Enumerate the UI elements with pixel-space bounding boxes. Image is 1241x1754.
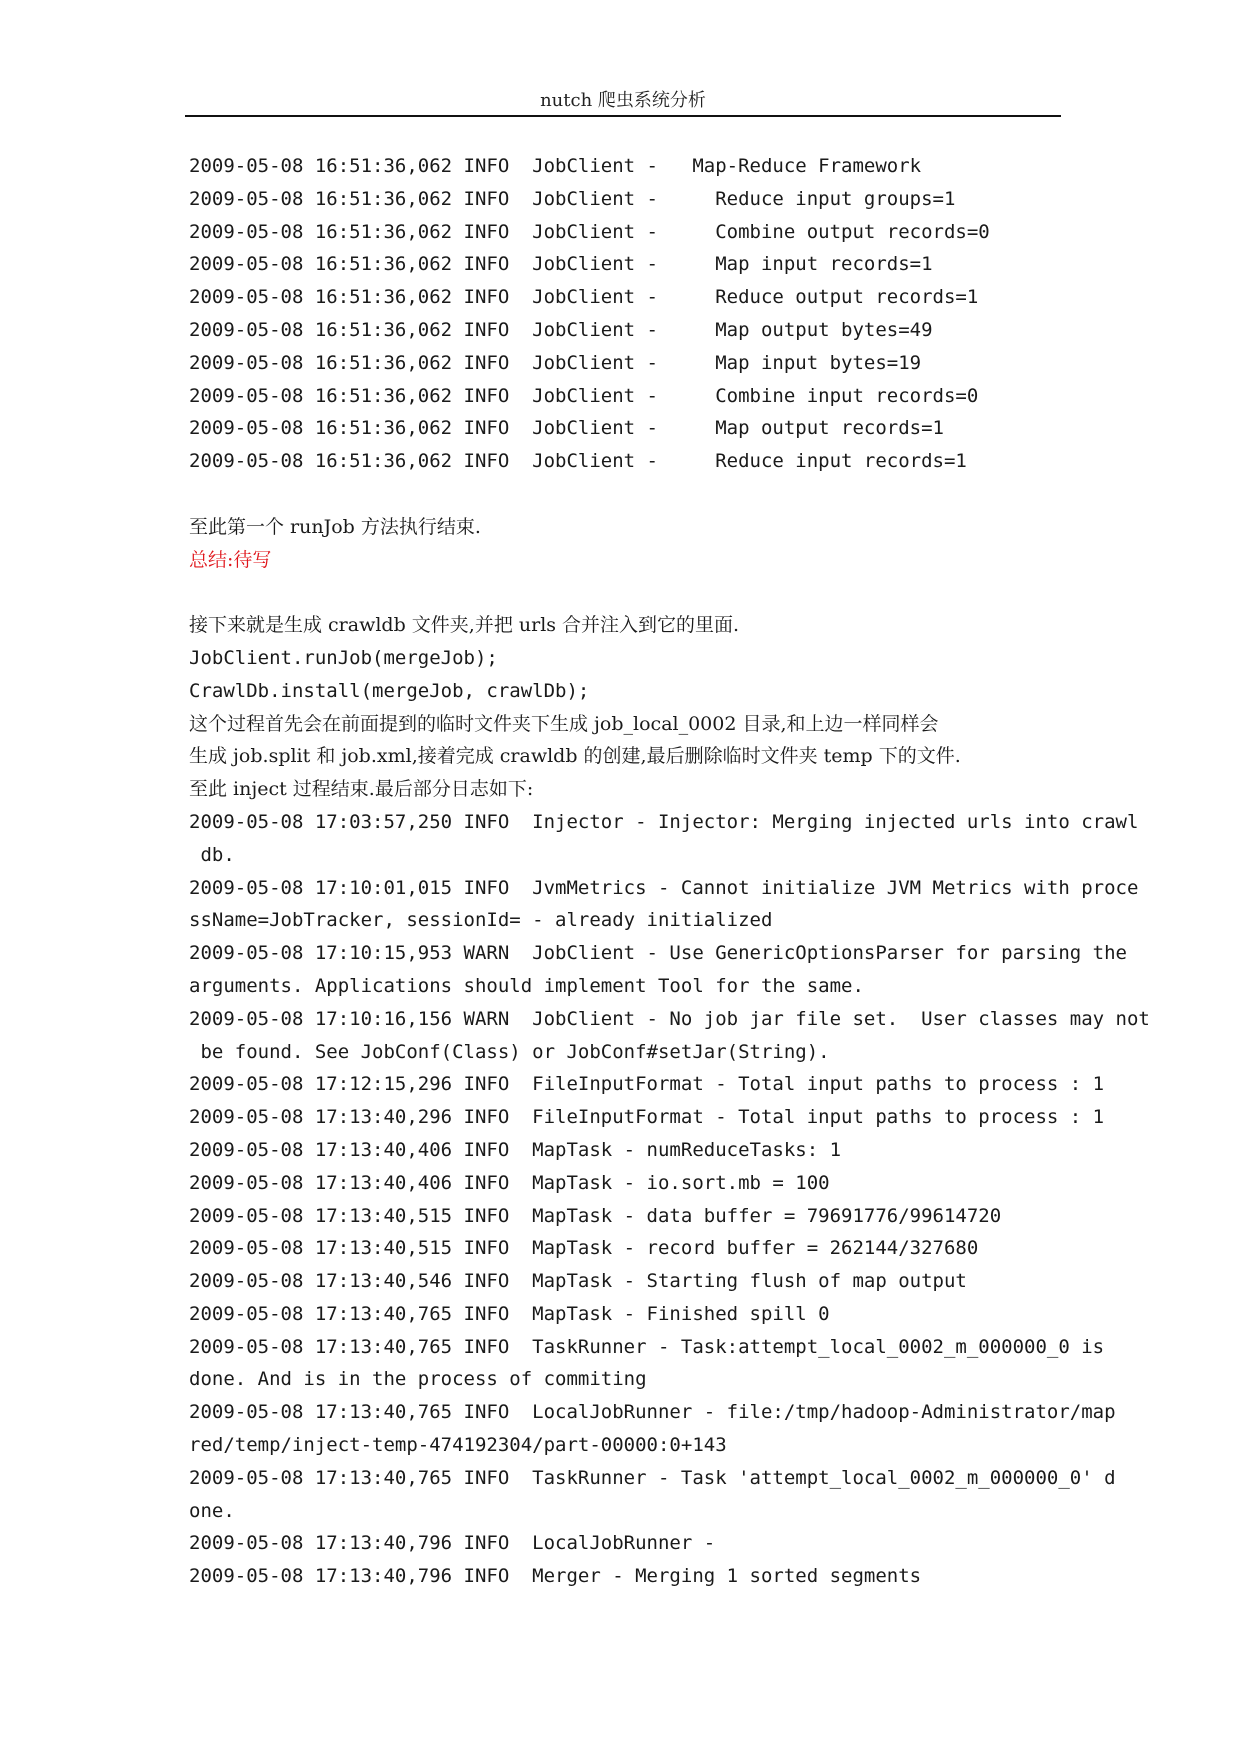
log-line: 2009-05-08 17:13:40,406 INFO MapTask - io.sort.mb = 100 xyxy=(189,1171,830,1194)
log-line: db. xyxy=(189,843,235,866)
code-line-run-job: JobClient.runJob(mergeJob); xyxy=(189,646,498,669)
log-line: 2009-05-08 17:13:40,406 INFO MapTask - numReduceTasks: 1 xyxy=(189,1138,842,1161)
next-intro-text: 接下来就是生成 crawldb 文件夹,并把 urls 合并注入到它的里面. xyxy=(189,614,740,637)
log-line: 2009-05-08 17:10:16,156 WARN JobClient - No job jar file set. User classes may not xyxy=(189,1007,1150,1030)
description-line: 这个过程首先会在前面提到的临时文件夹下生成 job_local_0002 目录,和上边一样同样会 xyxy=(189,712,939,735)
log-line: red/temp/inject-temp-474192304/part-00000:0+143 xyxy=(189,1434,727,1457)
run-job-end-text: 至此第一个 runJob 方法执行结束. xyxy=(189,515,481,538)
log-line: 2009-05-08 16:51:36,062 INFO JobClient - Reduce output records=1 xyxy=(189,286,979,309)
log-line: 2009-05-08 17:13:40,765 INFO LocalJobRunner - file:/tmp/hadoop-Administrator/map xyxy=(189,1401,1116,1424)
log-line: one. xyxy=(189,1499,235,1522)
log-line: 2009-05-08 17:13:40,796 INFO Merger - Merging 1 sorted segments xyxy=(189,1565,922,1588)
log-line: 2009-05-08 16:51:36,062 INFO JobClient - Combine input records=0 xyxy=(189,384,979,407)
log-line: 2009-05-08 17:13:40,796 INFO LocalJobRunner - xyxy=(189,1532,716,1555)
log-line: 2009-05-08 17:13:40,765 INFO TaskRunner - Task 'attempt_local_0002_m_000000_0' d xyxy=(189,1466,1116,1489)
header-rule xyxy=(185,115,1061,117)
log-line: ssName=JobTracker, sessionId= - already initialized xyxy=(189,909,773,932)
log-line: 2009-05-08 17:13:40,765 INFO TaskRunner - Task:attempt_local_0002_m_000000_0 is xyxy=(189,1335,1105,1358)
log-line: 2009-05-08 17:10:15,953 WARN JobClient - Use GenericOptionsParser for parsing the xyxy=(189,942,1127,965)
log-line: 2009-05-08 16:51:36,062 INFO JobClient - Map input records=1 xyxy=(189,253,933,276)
document-body xyxy=(189,150,1150,1593)
log-line: 2009-05-08 16:51:36,062 INFO JobClient - Map output records=1 xyxy=(189,417,944,440)
log-line: 2009-05-08 16:51:36,062 INFO JobClient - Reduce input groups=1 xyxy=(189,187,956,210)
log-line: 2009-05-08 17:12:15,296 INFO FileInputFormat - Total input paths to process : 1 xyxy=(189,1073,1105,1096)
log-line: 2009-05-08 17:03:57,250 INFO Injector - Injector: Merging injected urls into crawl xyxy=(189,810,1139,833)
page-header-title: nutch 爬虫系统分析 xyxy=(540,90,706,111)
summary-text: 总结:待写 xyxy=(189,548,272,571)
log-line: 2009-05-08 16:51:36,062 INFO JobClient - Map output bytes=49 xyxy=(189,318,933,341)
description-line: 生成 job.split 和 job.xml,接着完成 crawldb 的创建,最后删除临时文件夹 temp 下的文件. xyxy=(189,745,961,768)
log-line: 2009-05-08 17:13:40,296 INFO FileInputFormat - Total input paths to process : 1 xyxy=(189,1106,1105,1129)
log-line: 2009-05-08 16:51:36,062 INFO JobClient - Map-Reduce Framework xyxy=(189,155,922,177)
log-line: 2009-05-08 17:10:01,015 INFO JvmMetrics - Cannot initialize JVM Metrics with proce xyxy=(189,876,1139,899)
log-line: 2009-05-08 17:13:40,515 INFO MapTask - record buffer = 262144/327680 xyxy=(189,1237,979,1260)
log-line: be found. See JobConf(Class) or JobConf#setJar(String). xyxy=(189,1040,830,1063)
log-line: 2009-05-08 17:13:40,515 INFO MapTask - data buffer = 79691776/99614720 xyxy=(189,1204,1002,1227)
log-block-2 xyxy=(189,806,1150,1593)
log-line: 2009-05-08 17:13:40,765 INFO MapTask - Finished spill 0 xyxy=(189,1302,830,1325)
log-line: 2009-05-08 16:51:36,062 INFO JobClient - Combine output records=0 xyxy=(189,220,990,243)
spacer xyxy=(189,576,1059,609)
description-line: 至此 inject 过程结束.最后部分日志如下: xyxy=(189,778,534,801)
log-block-1 xyxy=(189,150,1059,478)
log-line: arguments. Applications should implement Tool for the same. xyxy=(189,974,864,997)
log-line: done. And is in the process of commiting xyxy=(189,1368,647,1391)
log-line: 2009-05-08 16:51:36,062 INFO JobClient - Reduce input records=1 xyxy=(189,450,967,473)
spacer xyxy=(189,478,1059,511)
log-line: 2009-05-08 17:13:40,546 INFO MapTask - Starting flush of map output xyxy=(189,1270,967,1293)
log-line: 2009-05-08 16:51:36,062 INFO JobClient - Map input bytes=19 xyxy=(189,351,922,374)
code-line-install: CrawlDb.install(mergeJob, crawlDb); xyxy=(189,679,590,702)
